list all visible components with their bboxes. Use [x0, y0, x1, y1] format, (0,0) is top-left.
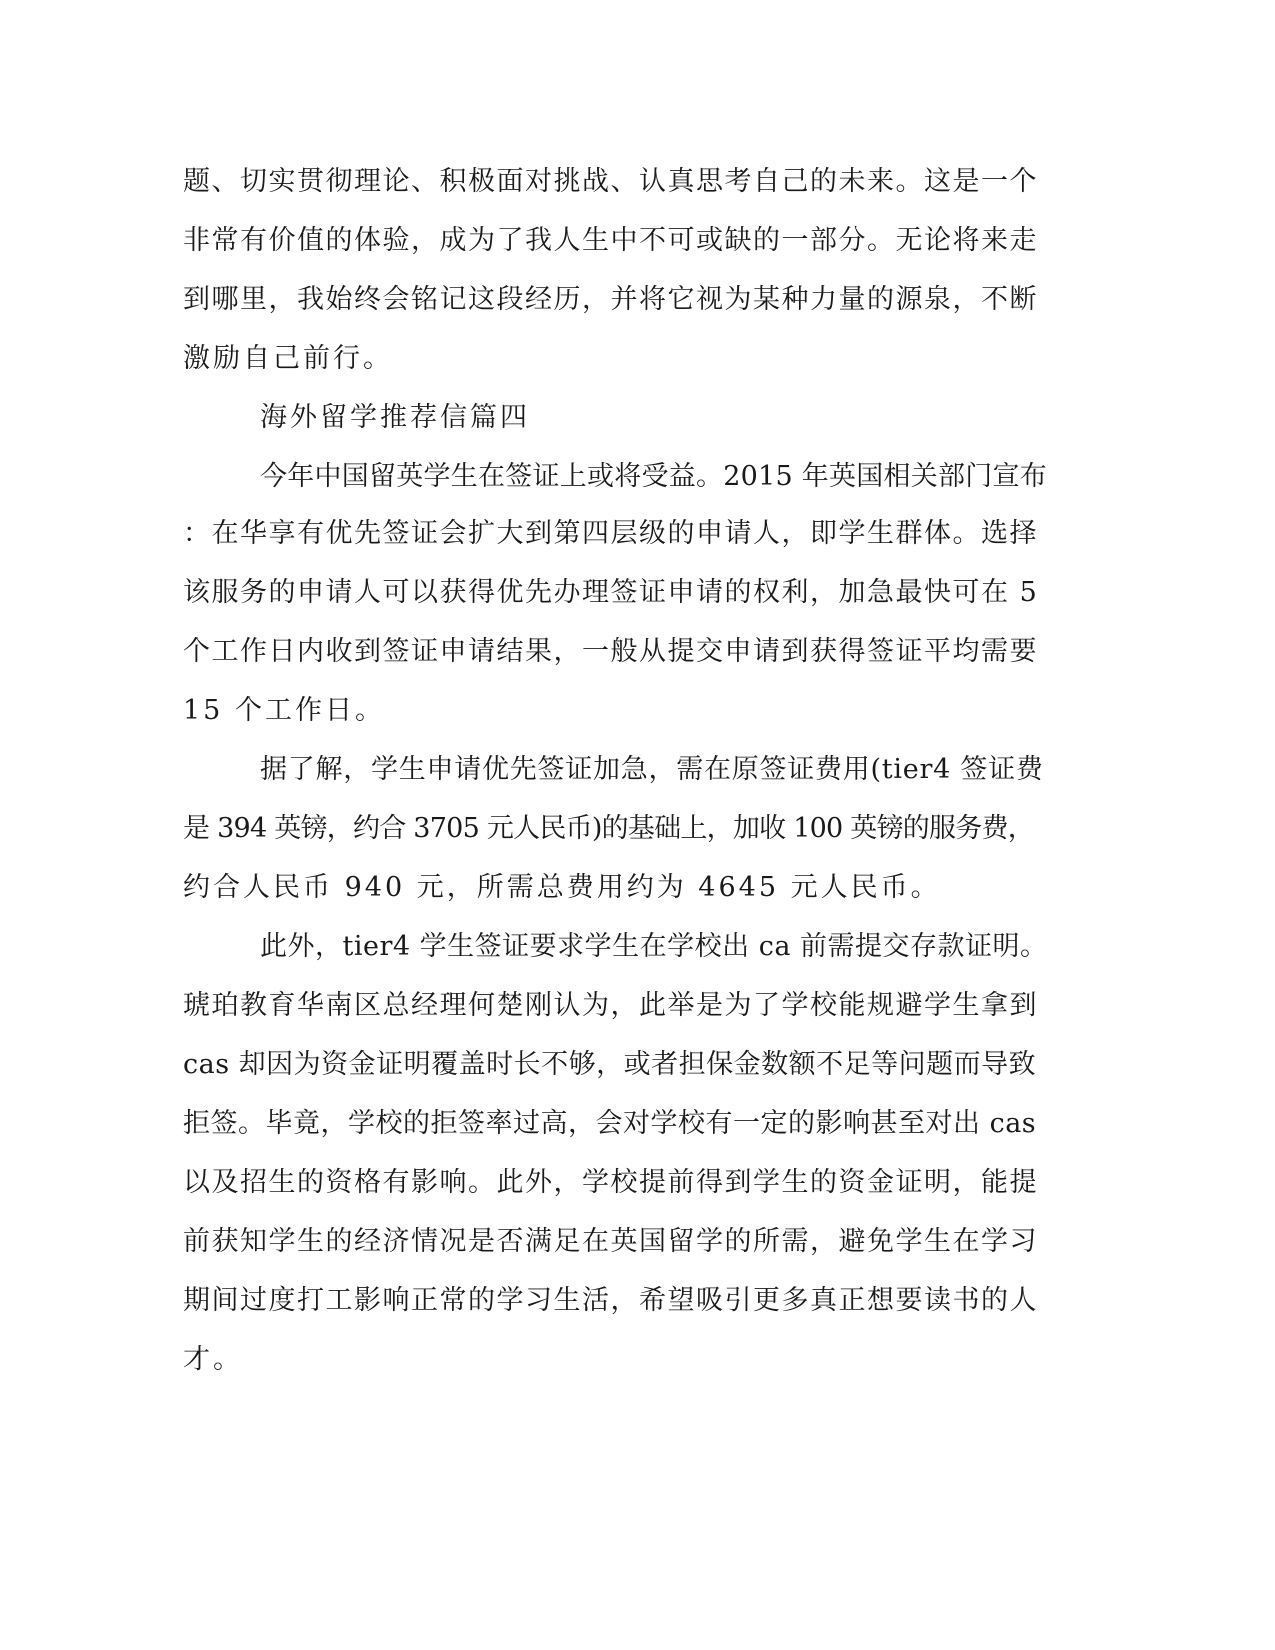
section-heading: 海外留学推荐信篇四: [260, 402, 530, 433]
text-line: 到哪里，我始终会铭记这段经历，并将它视为某种力量的源泉，不断: [183, 284, 1038, 315]
text-line: 前获知学生的经济情况是否满足在英国留学的所需，避免学生在学习: [183, 1226, 1038, 1257]
text-line: 约合人民币 940 元，所需总费用约为 4645 元人民币。: [183, 872, 941, 903]
text-line: 以及招生的资格有影响。此外，学校提前得到学生的资金证明，能提: [183, 1167, 1038, 1198]
text-line: 该服务的申请人可以获得优先办理签证申请的权利，加急最快可在 5: [183, 577, 1039, 608]
text-line: 才。: [183, 1344, 243, 1375]
text-line: 15 个工作日。: [183, 695, 385, 726]
text-line: 拒签。毕竟，学校的拒签率过高，会对学校有一定的影响甚至对出 cas: [183, 1108, 1037, 1139]
text-line: 此外，tier4 学生签证要求学生在学校出 ca 前需提交存款证明。: [260, 931, 1048, 962]
text-line: 个工作日内收到签证申请结果，一般从提交申请到获得签证平均需要: [183, 636, 1038, 667]
text-line: 非常有价值的体验，成为了我人生中不可或缺的一部分。无论将来走: [183, 225, 1038, 256]
text-line: 题、切实贯彻理论、积极面对挑战、认真思考自己的未来。这是一个: [183, 166, 1038, 197]
text-line: 激励自己前行。: [183, 343, 393, 374]
text-line: 今年中国留英学生在签证上或将受益。2015 年英国相关部门宣布: [260, 461, 1048, 492]
text-line: ：在华享有优先签证会扩大到第四层级的申请人，即学生群体。选择: [183, 518, 1038, 549]
text-line: 是 394 英镑，约合 3705 元人民币)的基础上，加收 100 英镑的服务费，: [183, 813, 1035, 844]
text-line: 期间过度打工影响正常的学习生活，希望吸引更多真正想要读书的人: [183, 1285, 1038, 1316]
text-line: 琥珀教育华南区总经理何楚刚认为，此举是为了学校能规避学生拿到: [183, 990, 1038, 1021]
text-line: 据了解，学生申请优先签证加急，需在原签证费用(tier4 签证费: [260, 754, 1044, 785]
text-line: cas 却因为资金证明覆盖时长不够，或者担保金数额不足等问题而导致: [183, 1049, 1037, 1080]
